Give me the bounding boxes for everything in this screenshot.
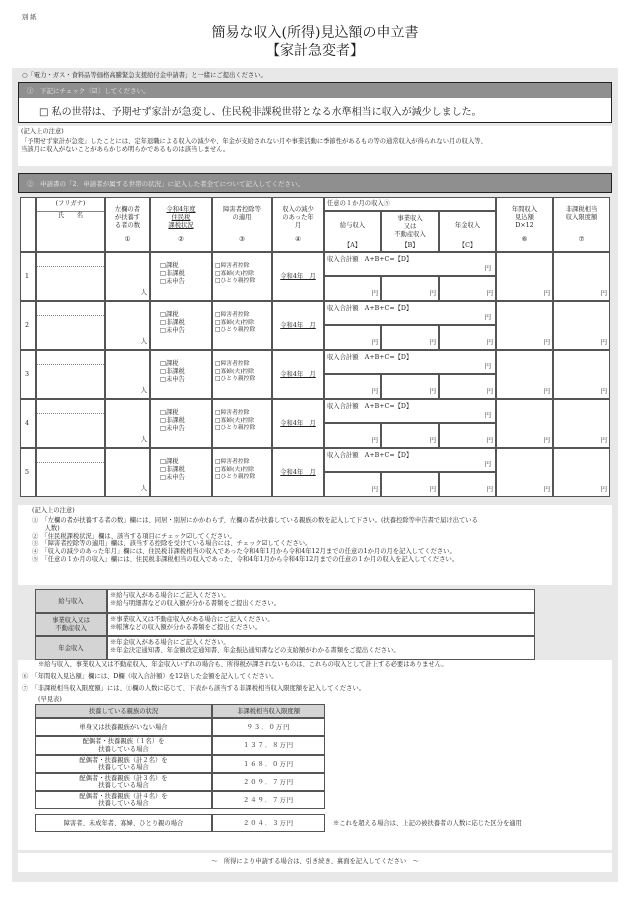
total-income-input[interactable] — [324, 448, 496, 472]
annual-income-input[interactable] — [496, 350, 553, 399]
yen-unit: 円 — [484, 461, 491, 468]
income-type-desc — [107, 589, 535, 613]
quick-row-status — [35, 718, 212, 736]
col2-label: 令和4年度 — [166, 206, 196, 213]
col1-number: ① — [124, 236, 131, 243]
row-number — [20, 448, 36, 497]
row-number — [20, 399, 36, 448]
note-item: 人数) — [32, 524, 60, 532]
yen-unit: 円 — [486, 485, 493, 493]
yen-unit: 円 — [543, 289, 550, 297]
people-unit: 人 — [140, 386, 147, 394]
month-input[interactable] — [272, 252, 324, 301]
intro-text: ○「電力・ガス・食料品等価格高騰緊急支援給付金申請書」と一緒にご提出ください。 — [22, 72, 267, 79]
tax-status-option: □課税 — [160, 458, 179, 465]
income-type-name: 給与収入 — [58, 598, 84, 605]
col6-number: ⑥ — [521, 236, 528, 243]
yen-unit: 円 — [543, 485, 550, 493]
furigana-label: (フリガナ) — [55, 200, 86, 207]
col3-label: の適用 — [232, 214, 252, 222]
annual-income-input[interactable] — [496, 448, 553, 497]
tax-status-checkboxes — [150, 399, 212, 448]
deduction-option: □ひとり親控除 — [215, 327, 256, 334]
deduction-option: □障害者控除 — [215, 459, 250, 465]
col3-label: 障害者控除等 — [223, 206, 261, 213]
quick-extra-status — [35, 814, 212, 832]
yen-unit: 円 — [600, 485, 607, 493]
income-input-c[interactable] — [439, 276, 496, 301]
deduction-option: □ひとり親控除 — [215, 376, 256, 383]
row-number-label: 5 — [25, 469, 30, 476]
deduction-checkboxes — [212, 350, 272, 399]
tax-status-checkboxes — [150, 448, 212, 497]
section2-header: ② 申請書の「2．申請者が属する世帯の状況」に記入した者全てについて記入してください。 — [18, 173, 612, 193]
income-type-label — [35, 636, 107, 660]
column-header-col5 — [324, 197, 496, 211]
section1-statement-box — [18, 98, 612, 123]
yen-unit: 円 — [543, 338, 550, 346]
deduction-option: □ひとり親控除 — [215, 474, 256, 481]
note-6: ⑥ 「年間収入見込額」欄には、D欄（収入合計額）を12倍した金額を記入してください。 — [22, 673, 278, 680]
page-subtitle: 【家計急変者】 — [266, 43, 364, 59]
income-input-c[interactable] — [439, 423, 496, 448]
yen-unit: 円 — [600, 338, 607, 346]
tax-status-option: □非課税 — [160, 417, 185, 425]
total-income-input[interactable] — [324, 252, 496, 276]
col6-label: 見込額 — [515, 214, 534, 222]
income-type-desc — [107, 636, 535, 660]
month-label: 令和4年 月 — [280, 371, 316, 378]
total-income-input[interactable] — [324, 301, 496, 325]
statement-text: 私の世帯は、予期せず家計が急変し、住民税非課税世帯となる水準相当に収入が減少しました。 — [51, 107, 482, 118]
col5b-key: 【B】 — [401, 242, 419, 249]
column-header-col5a — [324, 211, 381, 252]
deduction-option: □障害者控除 — [215, 410, 250, 416]
note-item: ① 「左欄の者が扶養する者の数」欄には、同居・別居にかかわらず、左欄の者が扶養している親族の数を記入して下さい。(扶養控除等申告書で届け出ている — [32, 516, 478, 524]
dependents-input[interactable] — [105, 252, 150, 301]
yen-unit: 円 — [429, 436, 436, 444]
quick-row-status — [35, 773, 212, 791]
dependents-input[interactable] — [105, 399, 150, 448]
income-type-name: 年金収入 — [58, 645, 84, 652]
quick-status-text: 扶養している場合 — [98, 782, 149, 790]
month-label: 令和4年 月 — [280, 420, 316, 427]
quick-extra-value — [212, 814, 325, 832]
deduction-option: □寡婦(夫)控除 — [215, 270, 254, 277]
section1-header: ① 下記にチェック〔☑〕してください。 — [18, 82, 612, 98]
col5b-label: 事業収入 — [397, 215, 423, 222]
column-header-col5b — [381, 211, 439, 252]
note1-text: 当該月に収入がないことがあらかじめ明らかであるものは該当しません。 — [21, 145, 230, 153]
limit-input[interactable] — [553, 399, 610, 448]
col5a-key: 【A】 — [343, 242, 362, 249]
note1-text: 「予期せず家計が急変」したことには、定年退職による収入の減少や、年金が支給されない月や事業活動に季節性があるもの等の通常収入が得られない月の収入等、 — [21, 137, 487, 145]
deduction-option: □寡婦(夫)控除 — [215, 466, 254, 473]
deduction-checkboxes — [212, 252, 272, 301]
column-header-col2 — [150, 197, 212, 252]
col4-number: ④ — [295, 236, 301, 243]
footer-note: ～ 所得により申請する場合は、引き続き、裏面を記入してください ～ — [18, 853, 612, 872]
month-label: 令和4年 月 — [280, 469, 316, 476]
deduction-option: □障害者控除 — [215, 361, 250, 367]
name-input[interactable] — [36, 448, 105, 497]
row-number — [20, 301, 36, 350]
quick-head-label: 扶養している親族の状況 — [88, 708, 159, 715]
quick-status-text: 扶養している場合 — [98, 800, 149, 808]
note-item: ④ 「収入の減少のあった年月」欄には、住民税非課税相当の収入であった令和4年1月から令和4年12月までの任意の1か月の月を記入してください。 — [32, 548, 456, 556]
total-label: 収入合計額 A+B+C=【D】 — [327, 452, 413, 459]
deduction-option: □ひとり親控除 — [215, 278, 256, 285]
quick-row-status — [35, 755, 212, 773]
yen-unit: 円 — [429, 485, 436, 493]
tax-status-checkboxes — [150, 252, 212, 301]
quick-row-status — [35, 791, 212, 809]
col5-label: 任意の１か月の収入⑤ — [327, 200, 390, 207]
tax-status-checkboxes — [150, 350, 212, 399]
quick-status-text: 配偶者・扶養親族（計４名）を — [79, 793, 168, 801]
yen-unit: 円 — [484, 265, 491, 272]
month-input[interactable] — [272, 350, 324, 399]
col5c-label: 年金収入 — [454, 222, 481, 229]
income-input-a[interactable] — [324, 276, 381, 301]
yen-unit: 円 — [371, 387, 378, 395]
col4-label: のあった年 — [282, 214, 314, 222]
income-type-name: 事業収入又は — [52, 616, 90, 624]
tax-status-option: □未申告 — [160, 474, 185, 482]
quick-status-text: 配偶者・扶養親族（計３名）を — [79, 774, 168, 782]
yen-unit: 円 — [486, 338, 493, 346]
tax-status-option: □非課税 — [160, 466, 185, 474]
note-7: ⑦ 「非課税相当収入限度額」には、①欄の人数に応じて、下表から該当する非課税相当収入限度額を記入してください。 — [22, 685, 366, 692]
income-type-line: ※事業収入又は不動産収入がある場合にご記入ください。 — [110, 615, 274, 623]
income-input-b[interactable] — [381, 472, 439, 497]
annual-income-input[interactable] — [496, 301, 553, 350]
tax-status-option: □課税 — [160, 409, 179, 416]
income-input-b[interactable] — [381, 374, 439, 399]
limit-input[interactable] — [553, 252, 610, 301]
notes — [18, 505, 612, 585]
people-unit: 人 — [140, 435, 147, 443]
quick-status-text: 障害者、未成年者、寡婦、ひとり親の場合 — [63, 820, 184, 827]
col1-label: が扶養す — [114, 214, 141, 222]
yen-unit: 円 — [429, 289, 436, 297]
name-input[interactable] — [36, 301, 105, 350]
dependents-input[interactable] — [105, 301, 150, 350]
tax-status-option: □非課税 — [160, 319, 185, 327]
column-header-col1 — [105, 197, 150, 252]
note1-title: (記入上の注意) — [21, 128, 64, 135]
quick-row-value — [212, 755, 325, 773]
income-input-b[interactable] — [381, 325, 439, 350]
limit-input[interactable] — [553, 448, 610, 497]
income-type-name: 不動産収入 — [55, 624, 87, 632]
deduction-option: □障害者控除 — [215, 312, 250, 318]
total-label: 収入合計額 A+B+C=【D】 — [327, 256, 413, 263]
quick-extra-note: ※これを超える場合は、上記の被扶養者の人数に応じた区分を適用 — [333, 820, 522, 827]
col5a-label: 給与収入 — [339, 222, 366, 229]
income-note: ※給与収入、事業収入又は不動産収入、年金収入いずれの場合も、所得税が課されないものは、これらの収入として計上する必要はありません。 — [38, 661, 448, 668]
col7-label: 収入限度額 — [565, 214, 598, 222]
quick-reference-table — [35, 704, 325, 834]
quick-row-status — [35, 736, 212, 754]
people-unit: 人 — [140, 337, 147, 345]
col6-label: 年間収入 — [511, 206, 538, 213]
income-type-label — [35, 613, 107, 637]
column-header-col7 — [553, 197, 610, 252]
col7-label: 非課税相当 — [565, 206, 598, 213]
people-unit: 人 — [140, 484, 147, 492]
page-title: 簡易な収入(所得)見込額の申立書 — [211, 25, 419, 41]
deduction-option: □ひとり親控除 — [215, 425, 256, 432]
annual-income-input[interactable] — [496, 252, 553, 301]
row-number-header — [20, 197, 36, 252]
yen-unit: 円 — [486, 436, 493, 444]
quick-status-text: 単身又は扶養親族がいない場合 — [79, 724, 168, 731]
note-item: ⑤ 「任意の１か月の収入」欄には、住民税非課税相当の収入であった、令和4年1月から令和4年12月までの任意の１か月の収入を記入してください。 — [32, 556, 459, 564]
income-input-b[interactable] — [381, 276, 439, 301]
tax-status-option: □課税 — [160, 262, 179, 269]
quick-head — [212, 704, 325, 718]
col5b-label: 不動産収入 — [394, 231, 426, 239]
row-number-label: 1 — [25, 273, 30, 280]
row-number-label: 2 — [25, 322, 30, 329]
yen-unit: 円 — [486, 387, 493, 395]
name-input[interactable] — [36, 399, 105, 448]
deduction-option: □寡婦(夫)控除 — [215, 319, 254, 326]
col1-label: 左欄の者 — [114, 206, 141, 213]
deduction-option: □寡婦(夫)控除 — [215, 417, 254, 424]
col2-number: ② — [178, 236, 184, 243]
deduction-checkboxes — [212, 399, 272, 448]
yen-unit: 円 — [484, 314, 491, 321]
limit-input[interactable] — [553, 301, 610, 350]
yen-unit: 円 — [429, 387, 436, 395]
income-input-c[interactable] — [439, 472, 496, 497]
income-input-a[interactable] — [324, 423, 381, 448]
income-type-line: ※年金収入がある場合にご記入ください。 — [110, 639, 230, 646]
deduction-checkboxes — [212, 301, 272, 350]
total-label: 収入合計額 A+B+C=【D】 — [327, 403, 413, 410]
tax-status-option: □未申告 — [160, 278, 185, 286]
income-input-c[interactable] — [439, 374, 496, 399]
yen-unit: 円 — [371, 338, 378, 346]
yen-unit: 円 — [371, 289, 378, 297]
quick-value-text: ２４９．７万円 — [242, 797, 295, 805]
limit-input[interactable] — [553, 350, 610, 399]
yen-unit: 円 — [371, 436, 378, 444]
tax-status-option: □非課税 — [160, 368, 185, 376]
name-input[interactable] — [36, 252, 105, 301]
yen-unit: 円 — [543, 387, 550, 395]
quick-value-text: ９３．０万円 — [246, 724, 291, 731]
column-header-col4 — [272, 197, 324, 252]
yen-unit: 円 — [600, 289, 607, 297]
column-header-col5c — [439, 211, 496, 252]
quick-table-title: (早見表) — [38, 696, 62, 703]
month-input[interactable] — [272, 448, 324, 497]
yen-unit: 円 — [600, 387, 607, 395]
total-label: 収入合計額 A+B+C=【D】 — [327, 354, 413, 361]
dependents-input[interactable] — [105, 448, 150, 497]
total-income-input[interactable] — [324, 399, 496, 423]
income-type-line: ※帳簿などの収入額が分かる書類をご提出ください。 — [110, 623, 262, 631]
quick-row-value — [212, 773, 325, 791]
total-income-input[interactable] — [324, 350, 496, 374]
income-type-line: ※給与収入がある場合にご記入ください。 — [110, 592, 230, 599]
quick-status-text: 配偶者・扶養親族（１名）を — [82, 738, 165, 746]
tax-status-option: □課税 — [160, 360, 179, 367]
income-type-label — [35, 589, 107, 613]
tax-status-option: □未申告 — [160, 376, 185, 384]
column-header-col6 — [496, 197, 553, 252]
income-input-c[interactable] — [439, 325, 496, 350]
income-input-a[interactable] — [324, 325, 381, 350]
yen-unit: 円 — [486, 289, 493, 297]
people-unit: 人 — [140, 288, 147, 296]
month-label: 令和4年 月 — [280, 273, 316, 280]
notes-title: (記入上の注意) — [32, 507, 75, 514]
yen-unit: 円 — [543, 436, 550, 444]
row-number-label: 3 — [25, 371, 30, 378]
total-label: 収入合計額 A+B+C=【D】 — [327, 305, 413, 312]
name-label: 氏 名 — [57, 212, 84, 220]
annual-income-input[interactable] — [496, 399, 553, 448]
quick-value-text: １６８．０万円 — [242, 760, 295, 768]
yen-unit: 円 — [484, 363, 491, 370]
quick-head — [35, 704, 212, 718]
quick-head-label: 非課税相当収入限度額 — [237, 708, 300, 715]
col1-label: る者の数 — [114, 222, 141, 230]
income-type-table — [35, 589, 535, 659]
row-number — [20, 252, 36, 301]
attachment-label: 別 紙 — [22, 14, 37, 21]
income-input-a[interactable] — [324, 374, 381, 399]
yen-unit: 円 — [429, 338, 436, 346]
yen-unit: 円 — [371, 485, 378, 493]
month-input[interactable] — [272, 399, 324, 448]
quick-row-value — [212, 718, 325, 736]
col3-number: ③ — [239, 236, 245, 243]
tax-status-option: □未申告 — [160, 425, 185, 433]
col5c-key: 【C】 — [458, 242, 477, 249]
yen-unit: 円 — [484, 412, 491, 419]
col7-number: ⑦ — [578, 236, 585, 243]
income-type-desc — [107, 613, 535, 637]
row-number-label: 4 — [25, 420, 30, 427]
row-number — [20, 350, 36, 399]
column-header-col3 — [212, 197, 272, 252]
quick-status-text: 配偶者・扶養親族（計２名）を — [79, 756, 168, 764]
col2-label: 課税状況 — [168, 222, 194, 230]
quick-status-text: 扶養している場合 — [98, 745, 149, 753]
tax-status-option: □課税 — [160, 311, 179, 318]
note1 — [18, 126, 612, 166]
col4-label: 収入の減少 — [282, 206, 314, 213]
note-item: ② 「住民税課税状況」欄は、該当する項目にチェック☑してください。 — [32, 532, 236, 540]
quick-status-text: 扶養している場合 — [98, 763, 149, 771]
household-table — [20, 197, 610, 497]
col2-label: 住民税 — [171, 214, 191, 222]
tax-status-option: □未申告 — [160, 327, 185, 335]
statement-checkbox[interactable]: □ — [39, 107, 49, 118]
month-label: 令和4年 月 — [280, 322, 316, 329]
income-input-a[interactable] — [324, 472, 381, 497]
name-input[interactable] — [36, 350, 105, 399]
quick-value-text: ２０９．７万円 — [242, 778, 295, 786]
month-input[interactable] — [272, 301, 324, 350]
col6-label: D×12 — [515, 222, 534, 230]
quick-value-text: １３７．８万円 — [242, 742, 295, 750]
quick-value-text: ２０４．３万円 — [242, 820, 295, 827]
income-input-b[interactable] — [381, 423, 439, 448]
col5b-label: 又は — [403, 223, 417, 231]
yen-unit: 円 — [600, 436, 607, 444]
income-type-line: ※年金決定通知書、年金額改定通知書、年金振込通知書などの支給額がわかる書類をご提出ください。 — [110, 647, 400, 655]
deduction-checkboxes — [212, 448, 272, 497]
deduction-option: □寡婦(夫)控除 — [215, 368, 254, 375]
note-item: ③ 「障害者控除等の適用」欄は、該当する控除を受けている場合には、チェック☑してください。 — [32, 540, 312, 548]
quick-row-value — [212, 736, 325, 754]
tax-status-option: □非課税 — [160, 270, 185, 278]
col4-label: 月 — [294, 222, 302, 230]
tax-status-checkboxes — [150, 301, 212, 350]
deduction-option: □障害者控除 — [215, 263, 250, 269]
quick-row-value — [212, 791, 325, 809]
income-type-line: ※給与明細書などの収入額が分かる書類をご提出ください。 — [110, 600, 281, 608]
name-header — [36, 197, 105, 252]
dependents-input[interactable] — [105, 350, 150, 399]
